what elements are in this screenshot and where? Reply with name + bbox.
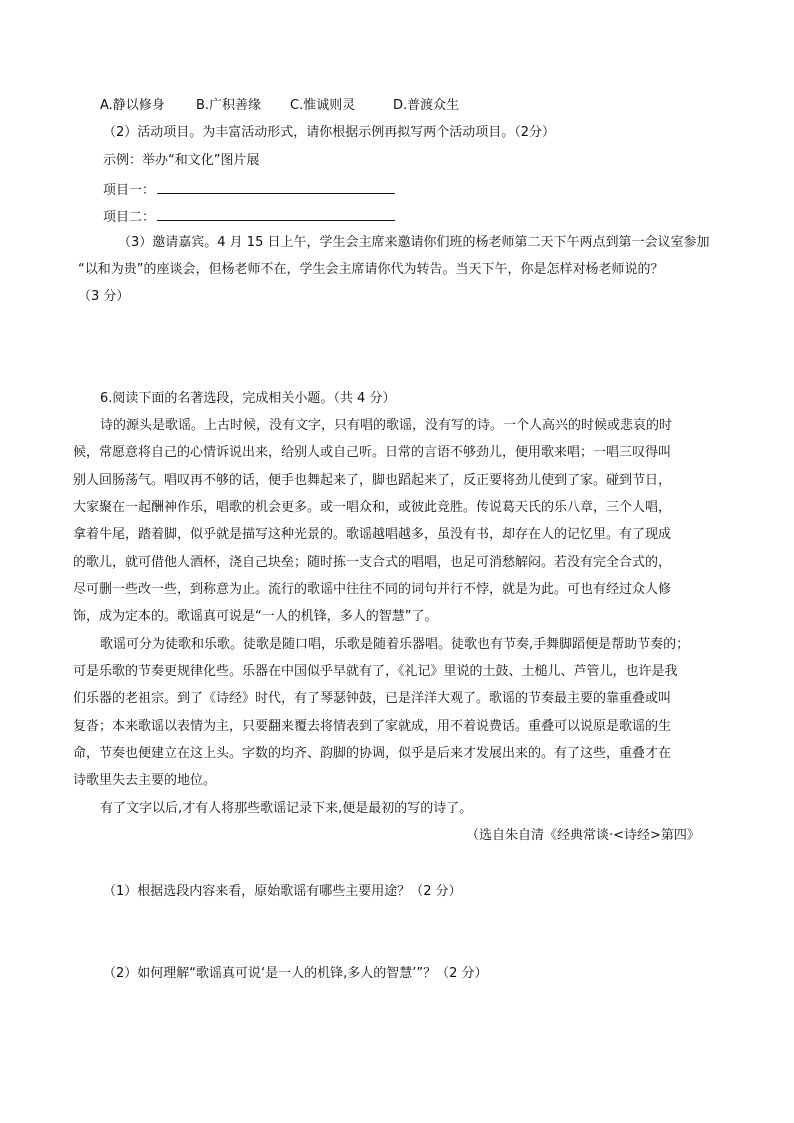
q6-para2-line: 可是乐歌的节奏更规律化些。乐器在中国似乎早就有了，《礼记》里说的土鼓、土槌儿、芦管儿，也许是我 [73, 664, 678, 679]
q5-item2 [103, 208, 395, 224]
q6-para3: 有了文字以后,才有人将那些歌谣记录下来,便是最初的写的诗了。 [100, 801, 473, 816]
q5-example: 示例：举办“和文化”图片展 [103, 153, 260, 168]
item1-answer-line[interactable] [157, 181, 395, 194]
q6-para1-line: 饰，成为定本的。歌谣真可说是“一人的机锋，多人的智慧”了。 [73, 609, 438, 624]
q6-title: 6.阅读下面的名著选段，完成相关小题。（共 4 分） [100, 391, 396, 406]
q5-sub3-line: “以和为贵”的座谈会，但杨老师不在，学生会主席请你代为转告。当天下午，你是怎样对杨老师说的？ [78, 262, 664, 277]
q6-para1-line: 别人回肠荡气。唱叹再不够的话，便手也舞起来了，脚也蹈起来了，反正要将劲儿使到了家。碰到节日， [73, 473, 672, 488]
q6-sub1: （1）根据选段内容来看，原始歌谣有哪些主要用途？（2 分） [103, 884, 462, 899]
option-d: D.普渡众生 [393, 98, 460, 113]
item2-answer-line[interactable] [157, 208, 395, 221]
item1-label: 项目一： [103, 183, 156, 198]
q6-para1-line: 的歌儿，就可借他人酒杯，浇自己块垒；随时拣一支合式的唱唱，也足可消愁解闷。若没有完全合式的， [73, 555, 672, 570]
q6-para1-line: 候，常愿意将自己的心情诉说出来，给别人或自己听。日常的言语不够劲儿，便用歌来唱；一唱三叹得叫 [73, 445, 672, 460]
q6-source: （选自朱自清《经典常谈·<诗经>第四》 [466, 828, 700, 843]
option-a: A.静以修身 [100, 98, 165, 113]
q6-para1-line: 诗的源头是歌谣。上古时候，没有文字，只有唱的歌谣，没有写的诗。一个人高兴的时候或悲哀的时 [100, 418, 673, 433]
q6-para1-line: 尽可删一些改一些，到称意为止。流行的歌谣中往往不同的词句并行不悖，就是为此。可也有经过众人修 [73, 582, 672, 597]
q5-sub3-line: （3 分） [78, 289, 130, 304]
q6-para2-line: 们乐器的老祖宗。到了《诗经》时代，有了琴瑟钟鼓，已是洋洋大观了。歌谣的节奏最主要的靠重叠或叫 [73, 691, 672, 706]
q6-sub2: （2）如何理解“歌谣真可说‘是一人的机锋,多人的智慧’”？（2 分） [103, 966, 488, 981]
option-b: B.广积善缘 [196, 98, 262, 113]
q6-para2-line: 复沓；本来歌谣以表情为主，只要翻来覆去将情表到了家就成，用不着说费话。重叠可以说原是歌谣的生 [73, 719, 672, 734]
q6-para1-line: 大家聚在一起酬神作乐，唱歌的机会更多。或一唱众和，或彼此竞胜。传说葛天氏的乐八章，三个人唱， [73, 500, 672, 515]
q5-sub3-line: （3）邀请嘉宾。4 月 15 日上午，学生会主席来邀请你们班的杨老师第二天下午两点到第一会议室参加 [118, 235, 710, 250]
q6-para2-line: 歌谣可分为徒歌和乐歌。徒歌是随口唱，乐歌是随着乐器唱。徒歌也有节奏,手舞脚蹈便是帮助节奏的； [100, 637, 690, 652]
item2-label: 项目二： [103, 210, 156, 225]
q6-para2-line: 命，节奏也便建立在这上头。字数的均齐、韵脚的协调，似乎是后来才发展出来的。有了这些，重叠才在 [73, 746, 672, 761]
q6-para1-line: 拿着牛尾，踏着脚，似乎就是描写这种光景的。歌谣越唱越多，虽没有书，却存在人的记忆里。有了现成 [73, 527, 672, 542]
q5-sub2-prompt: （2）活动项目。为丰富活动形式，请你根据示例再拟写两个活动项目。（2分） [103, 125, 556, 140]
option-c: C.惟诚则灵 [290, 98, 356, 113]
q5-item1 [103, 181, 395, 197]
q6-para2-line: 诗歌里失去主要的地位。 [73, 773, 217, 788]
